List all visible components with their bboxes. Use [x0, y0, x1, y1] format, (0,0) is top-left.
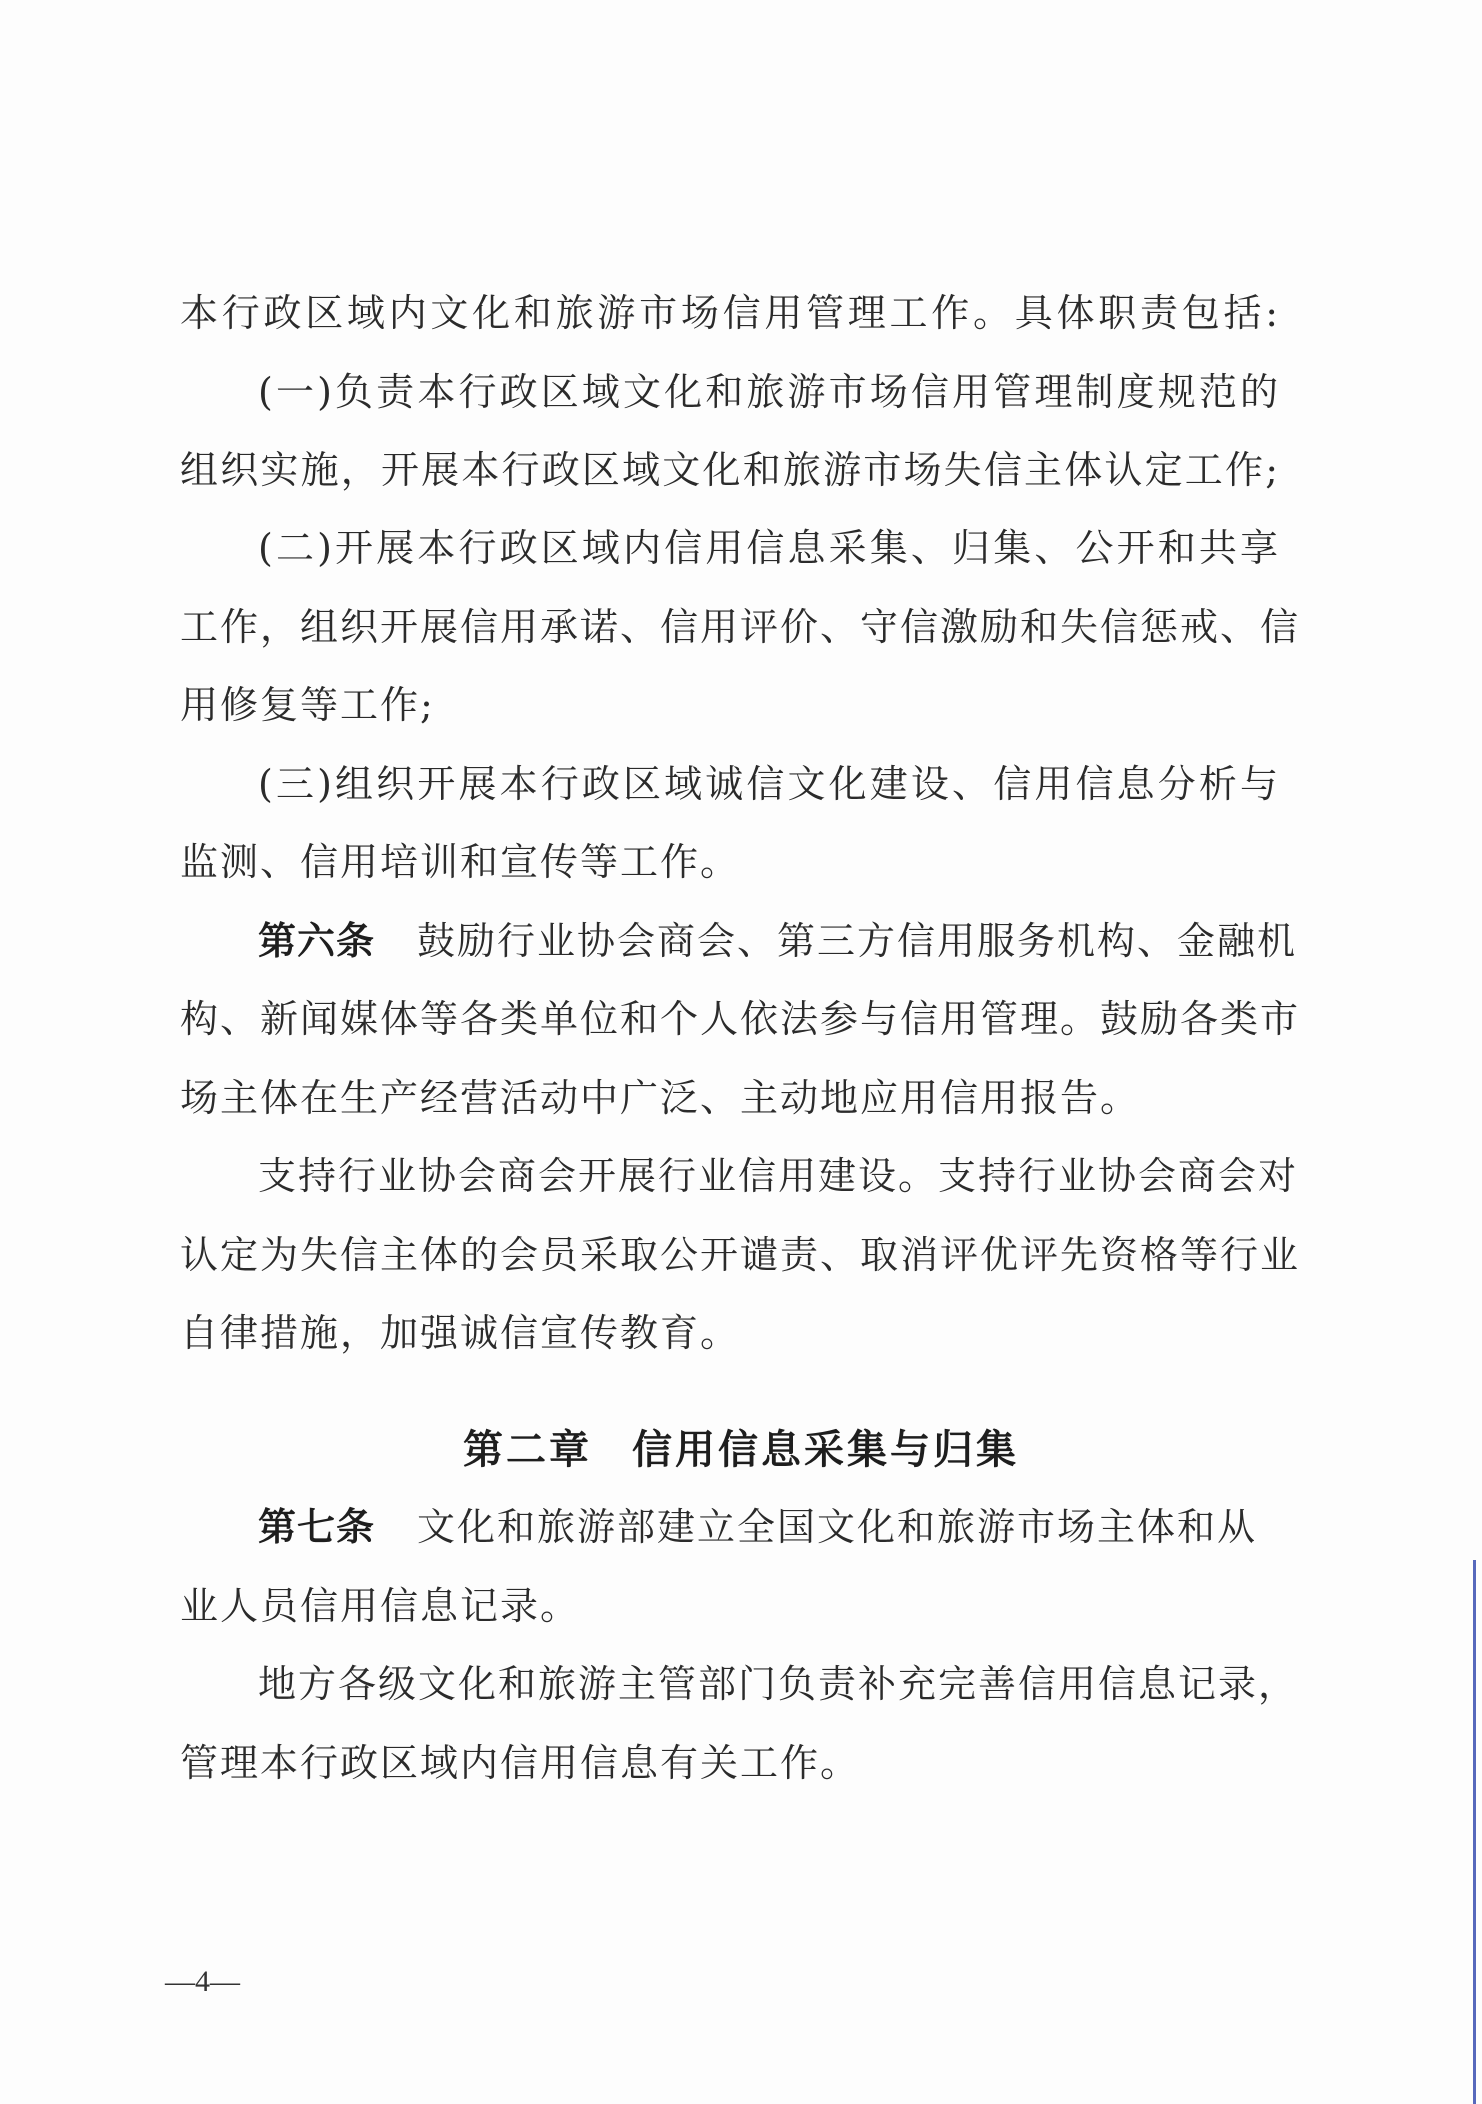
article-6-para2-line-3: 自律措施，加强诚信宣传教育。 — [180, 1311, 741, 1355]
article-6-first-line — [258, 911, 1298, 971]
article-7-label: 第七条 — [258, 1505, 376, 1549]
article-7-para2-line-1: 地方各级文化和旅游主管部门负责补充完善信用信息记录， — [258, 1662, 1299, 1706]
article-7-line-2: 业人员信用信息记录。 — [180, 1584, 581, 1628]
article-6-para2-line-2: 认定为失信主体的会员采取公开谴责、取消评优评先资格等行业 — [180, 1233, 1301, 1277]
body-line-3: 组织实施，开展本行政区域文化和旅游市场失信主体认定工作; — [180, 448, 1280, 492]
article-7-text: 文化和旅游部建立全国文化和旅游市场主体和从 — [417, 1505, 1258, 1549]
body-line-6: 用修复等工作; — [180, 683, 435, 727]
article-7-first-line — [258, 1497, 1280, 1557]
article-6-line-3: 场主体在生产经营活动中广泛、主动地应用信用报告。 — [180, 1076, 1141, 1120]
chapter-heading — [0, 1420, 1482, 1480]
chapter-number: 第二章 — [463, 1427, 592, 1473]
body-line-8: 监测、信用培训和宣传等工作。 — [180, 840, 741, 884]
article-7-para2-line-2: 管理本行政区域内信用信息有关工作。 — [180, 1741, 861, 1785]
article-6-label: 第六条 — [258, 919, 376, 963]
body-line-7: (三)组织开展本行政区域诚信文化建设、信用信息分析与 — [258, 762, 1280, 806]
article-6-text: 鼓励行业协会商会、第三方信用服务机构、金融机 — [417, 919, 1298, 963]
body-line-2: (一)负责本行政区域文化和旅游市场信用管理制度规范的 — [258, 370, 1280, 414]
scan-edge-mark — [1473, 1560, 1476, 2104]
body-line-4: (二)开展本行政区域内信用信息采集、归集、公开和共享 — [258, 526, 1280, 570]
body-line-5: 工作，组织开展信用承诺、信用评价、守信激励和失信惩戒、信 — [180, 605, 1301, 649]
article-6-line-2: 构、新闻媒体等各类单位和个人依法参与信用管理。鼓励各类市 — [180, 997, 1301, 1041]
article-6-para2-line-1: 支持行业协会商会开展行业信用建设。支持行业协会商会对 — [258, 1154, 1299, 1198]
chapter-title: 信用信息采集与归集 — [632, 1427, 1019, 1473]
body-line-1: 本行政区域内文化和旅游市场信用管理工作。具体职责包括: — [180, 291, 1280, 335]
page-number: —4— — [165, 1965, 240, 1998]
